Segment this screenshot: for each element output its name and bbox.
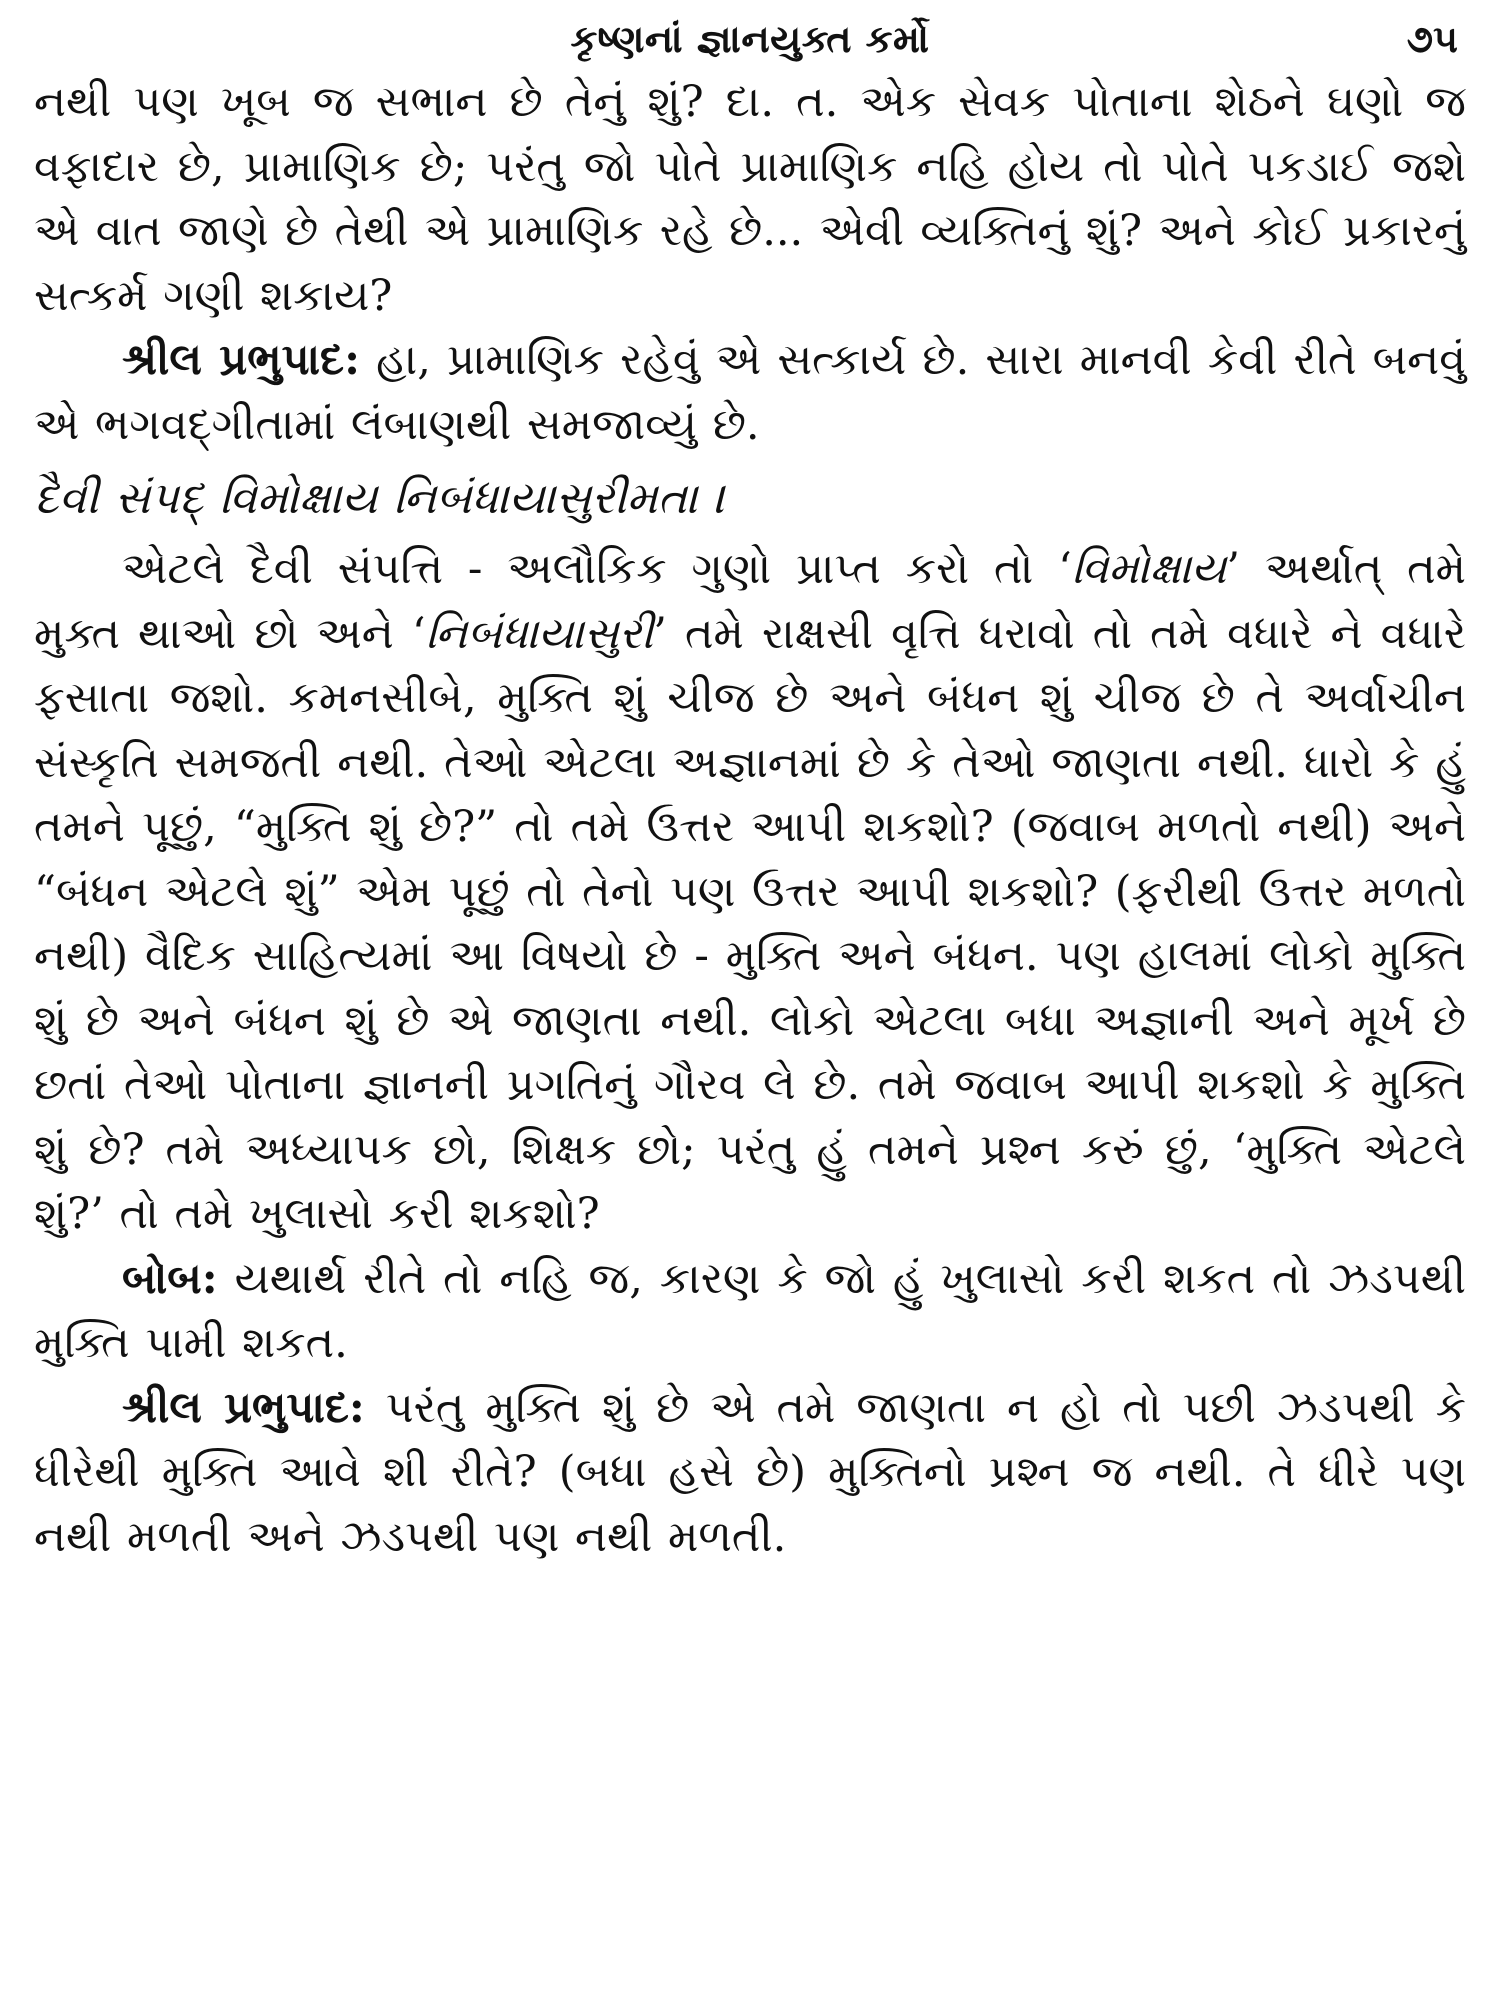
speaker-label: શ્રીલ પ્રભુપાદ: (122, 335, 360, 385)
body-text (34, 70, 1466, 1569)
paragraph-prabhupada-reply-2 (34, 1376, 1466, 1570)
paragraph-text: હા, પ્રામાણિક રહેવું એ સત્કાર્ય છે. સારા માનવી કેવી રીતે બનવું એ ભગવદ્‌ગીતામાં લંબાણથી સમજાવ્યું છે. (34, 335, 1466, 450)
paragraph-bob-reply (34, 1247, 1466, 1376)
italic-term-nibandhayasuri: નિબંધાયાસુરી (425, 608, 654, 659)
paragraph-text: ’ તમે રાક્ષસી વૃત્તિ ધરાવો તો તમે વધારે ને વધારે ફસાતા જશો. કમનસીબે, મુક્તિ શું ચીજ છે અને બંધન શું ચીજ છે તે અર્વાચીન સંસ્કૃતિ સમજતી નથી. તેઓ એટલા અજ્ઞાનમાં છે કે તેઓ જાણતા નથી. ધારો કે હું તમને પૂછું, “મુક્તિ શું છે?” તો તમે ઉત્તર આપી શકશો? (જવાબ મળતો નથી) અને “બંધન એટલે શું” એમ પૂછું તો તેનો પણ ઉત્તર આપી શકશો? (ફરીથી ઉત્તર મળતો નથી) વૈદિક સાહિત્યમાં આ વિષયો છે - મુક્તિ અને બંધન. પણ હાલમાં લોકો મુક્તિ શું છે અને બંધન શું છે એ જાણતા નથી. લોકો એટલા બધા અજ્ઞાની અને મૂર્ખ છે છતાં તેઓ પોતાના જ્ઞાનની પ્રગતિનું ગૌરવ લે છે. તમે જવાબ આપી શકશો કે મુક્તિ શું છે? તમે અધ્યાપક છો, શિક્ષક છો; પરંતુ હું તમને પ્રશ્ન કરું છું, ‘મુક્તિ એટલે શું?’ તો તમે ખુલાસો કરી શકશો? (34, 608, 1467, 1239)
italic-term-vimokshaya: વિમોક્ષાય (1071, 544, 1227, 594)
running-title: કૃષ્ણનાં જ્ઞાનયુક્ત કર્મો (570, 16, 930, 61)
paragraph-text: એટલે દૈવી સંપત્તિ - અલૌકિક ગુણો પ્રાપ્ત કરો તો ‘ (122, 544, 1072, 594)
paragraph-text: પરંતુ મુક્તિ શું છે એ તમે જાણતા ન હો તો પછી ઝડપથી કે ધીરેથી મુક્તિ આવે શી રીતે? (બધા હસે છે) મુક્તિનો પ્રશ્ન જ નથી. તે ધીરે પણ નથી મળતી અને ઝડપથી પણ નથી મળતી. (34, 1382, 1466, 1562)
speaker-label: બોબ: (122, 1253, 218, 1304)
paragraph-explanation (34, 537, 1466, 1247)
paragraph-text: યથાર્થ રીતે તો નહિ જ, કારણ કે જો હું ખુલાસો કરી શકત તો ઝડપથી મુક્તિ પામી શકત. (34, 1253, 1466, 1368)
paragraph-question-continued: નથી પણ ખૂબ જ સભાન છે તેનું શું? દા. ત. એક સેવક પોતાના શેઠને ઘણો જ વફાદાર છે, પ્રામાણિક છે; પરંતુ જો પોતે પ્રામાણિક નહિ હોય તો પોતે પકડાઈ જશે એ વાત જાણે છે તેથી એ પ્રામાણિક રહે છે... એવી વ્યક્તિનું શું? અને કોઈ પ્રકારનું સત્કર્મ ગણી શકાય? (34, 77, 1466, 321)
sanskrit-verse: દૈવી સંપદ્ વિમોક્ષાય નિબંધાયાસુરીમતા । (34, 473, 726, 524)
speaker-label: શ્રીલ પ્રભુપાદ: (122, 1382, 365, 1433)
paragraph-prabhupada-reply-1 (34, 328, 1466, 457)
page-header (34, 8, 1466, 70)
page-number: ૭૫ (1406, 16, 1458, 61)
paragraph-text: ’ અર્થાત્ તમે મુક્ત થાઓ છો અને ‘ (34, 544, 1466, 659)
